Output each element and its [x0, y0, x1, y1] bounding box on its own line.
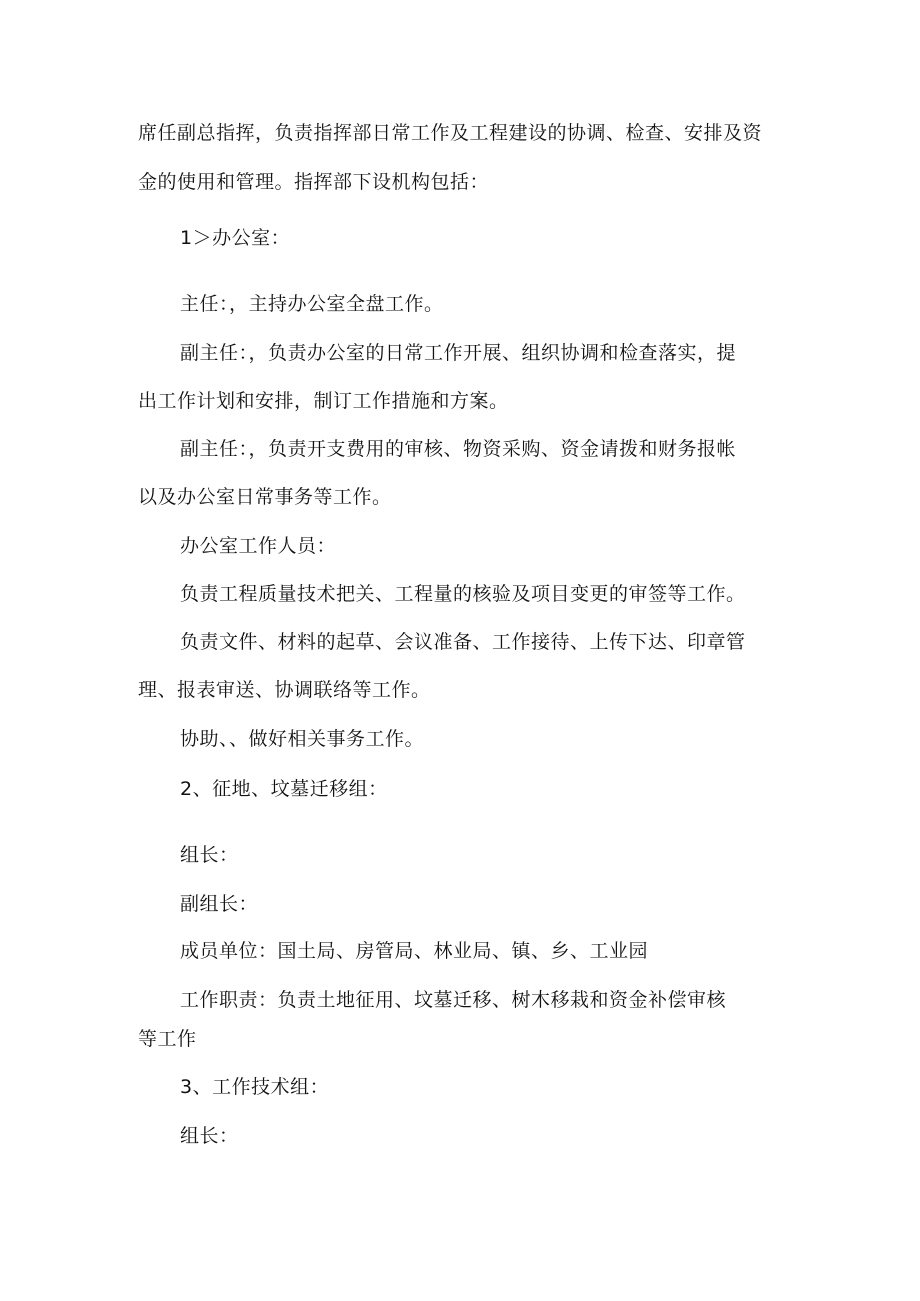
- land-group-members: 成员单位：国土局、房管局、林业局、镇、乡、工业园: [180, 940, 649, 962]
- office-deputy-2-line-1: 副主任：，负责开支费用的审核、物资采购、资金请拨和财务报帐: [180, 438, 737, 460]
- office-staff-duty-2-line-2: 理、报表审送、协调联络等工作。: [138, 679, 431, 701]
- office-staff-duty-3: 协助、、做好相关事务工作。: [180, 728, 425, 750]
- tech-group-leader: 组长：: [180, 1125, 239, 1147]
- section-heading-office: 1＞办公室：: [180, 227, 291, 249]
- section-heading-land-group: 2、征地、坟墓迁移组：: [180, 778, 388, 800]
- office-deputy-1-line-2: 出工作计划和安排，制订工作措施和方案。: [138, 390, 509, 412]
- office-staff-heading: 办公室工作人员：: [180, 535, 337, 557]
- office-staff-duty-2-line-1: 负责文件、材料的起草、会议准备、工作接待、上传下达、印章管: [180, 631, 746, 653]
- section-heading-tech-group: 3、工作技术组：: [180, 1076, 330, 1098]
- office-deputy-1-line-1: 副主任：，负责办公室的日常工作开展、组织协调和检查落实，提: [180, 342, 737, 364]
- office-staff-duty-1: 负责工程质量技术把关、工程量的核验及项目变更的审签等工作。: [180, 583, 746, 605]
- paragraph-line-intro-1: 席任副总指挥，负责指挥部日常工作及工程建设的协调、检查、安排及资: [138, 122, 763, 144]
- office-director-line: 主任：，主持办公室全盘工作。: [180, 293, 444, 315]
- office-deputy-2-line-2: 以及办公室日常事务等工作。: [138, 486, 392, 508]
- land-group-leader: 组长：: [180, 844, 239, 866]
- land-group-duties-line-2: 等工作: [138, 1028, 197, 1050]
- land-group-duties-line-1: 工作职责：负责土地征用、坟墓迁移、树木移栽和资金补偿审核: [180, 989, 727, 1011]
- land-group-deputy-leader: 副组长：: [180, 893, 259, 915]
- paragraph-line-intro-2: 金的使用和管理。指挥部下设机构包括：: [138, 171, 490, 193]
